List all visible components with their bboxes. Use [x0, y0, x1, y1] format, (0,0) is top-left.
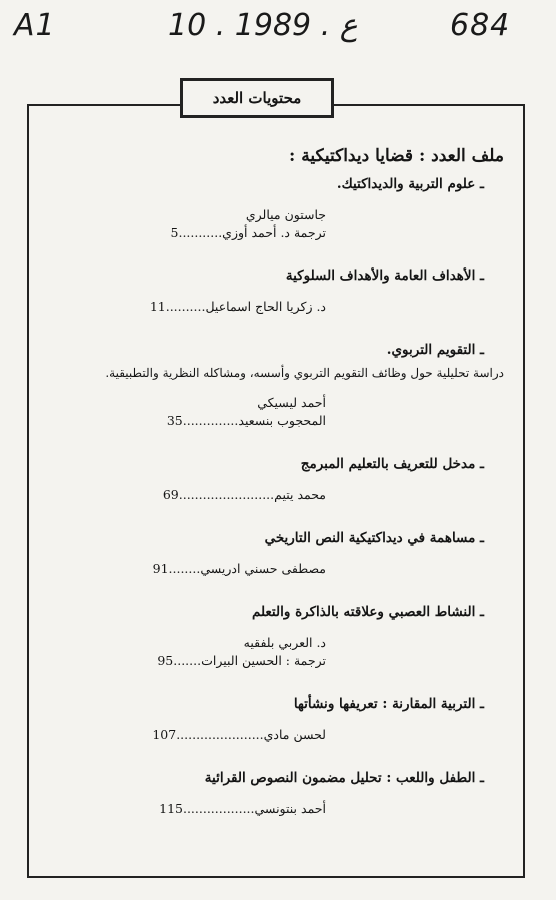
toc-entry — [44, 696, 504, 762]
table-of-contents — [44, 140, 504, 818]
entry-title: ـ الطفل واللعب : تحليل مضمون النصوص القرائية — [204, 770, 484, 786]
entry-author-page: محمد يتيم........................69 — [162, 487, 326, 502]
toc-entry — [44, 770, 504, 818]
handwritten-code: A1 — [14, 8, 56, 43]
entry-author: د. العربي بلفقيه — [243, 635, 326, 650]
entry-title: ـ التقويم التربوي. — [386, 342, 484, 358]
entry-author-page: أحمد بنتونسي..................115 — [159, 801, 326, 816]
handwritten-number: 684 — [450, 8, 511, 43]
page-title: محتويات العدد — [212, 89, 302, 107]
entry-title: ـ الأهداف العامة والأهداف السلوكية — [285, 268, 484, 284]
entry-title: ـ التربية المقارنة : تعريفها ونشأتها — [293, 696, 484, 712]
entry-description: دراسة تحليلية حول وظائف التقويم التربوي وأسسه، ومشاكله النظرية والتطبيقية. — [105, 366, 504, 380]
entry-title: ـ علوم التربية والديداكتيك. — [336, 176, 484, 192]
entry-title: ـ مدخل للتعريف بالتعليم المبرمج — [300, 456, 484, 472]
entry-author: جاستون ميالري — [245, 207, 326, 222]
entry-author-page: ترجمة : الحسين البيرات.......95 — [157, 653, 326, 668]
toc-entry — [44, 268, 504, 334]
entry-author: أحمد ليسيكي — [257, 395, 326, 410]
toc-entry — [44, 176, 504, 260]
toc-entry — [44, 530, 504, 596]
entry-author-page: المحجوب بنسعيد..............35 — [166, 413, 326, 428]
toc-entry — [44, 342, 504, 448]
header-box — [180, 78, 334, 118]
entry-title: ـ مساهمة في ديداكتيكية النص التاريخي — [264, 530, 484, 546]
entry-author-page: د. زكريا الحاج اسماعيل..........11 — [149, 299, 326, 314]
entry-author-page: مصطفى حسني ادريسي........91 — [152, 561, 326, 576]
dossier-heading: ملف العدد : قضايا ديداكتيكية : — [289, 146, 504, 166]
handwritten-date: 10 . ع . 1989 — [168, 8, 358, 43]
entry-title: ـ النشاط العصبي وعلاقته بالذاكرة والتعلم — [251, 604, 484, 620]
entry-author-page: لحسن مادي......................107 — [152, 727, 326, 742]
entry-author-page: ترجمة د. أحمد أوزي...........5 — [170, 225, 326, 240]
toc-entry — [44, 456, 504, 522]
toc-entry — [44, 604, 504, 688]
